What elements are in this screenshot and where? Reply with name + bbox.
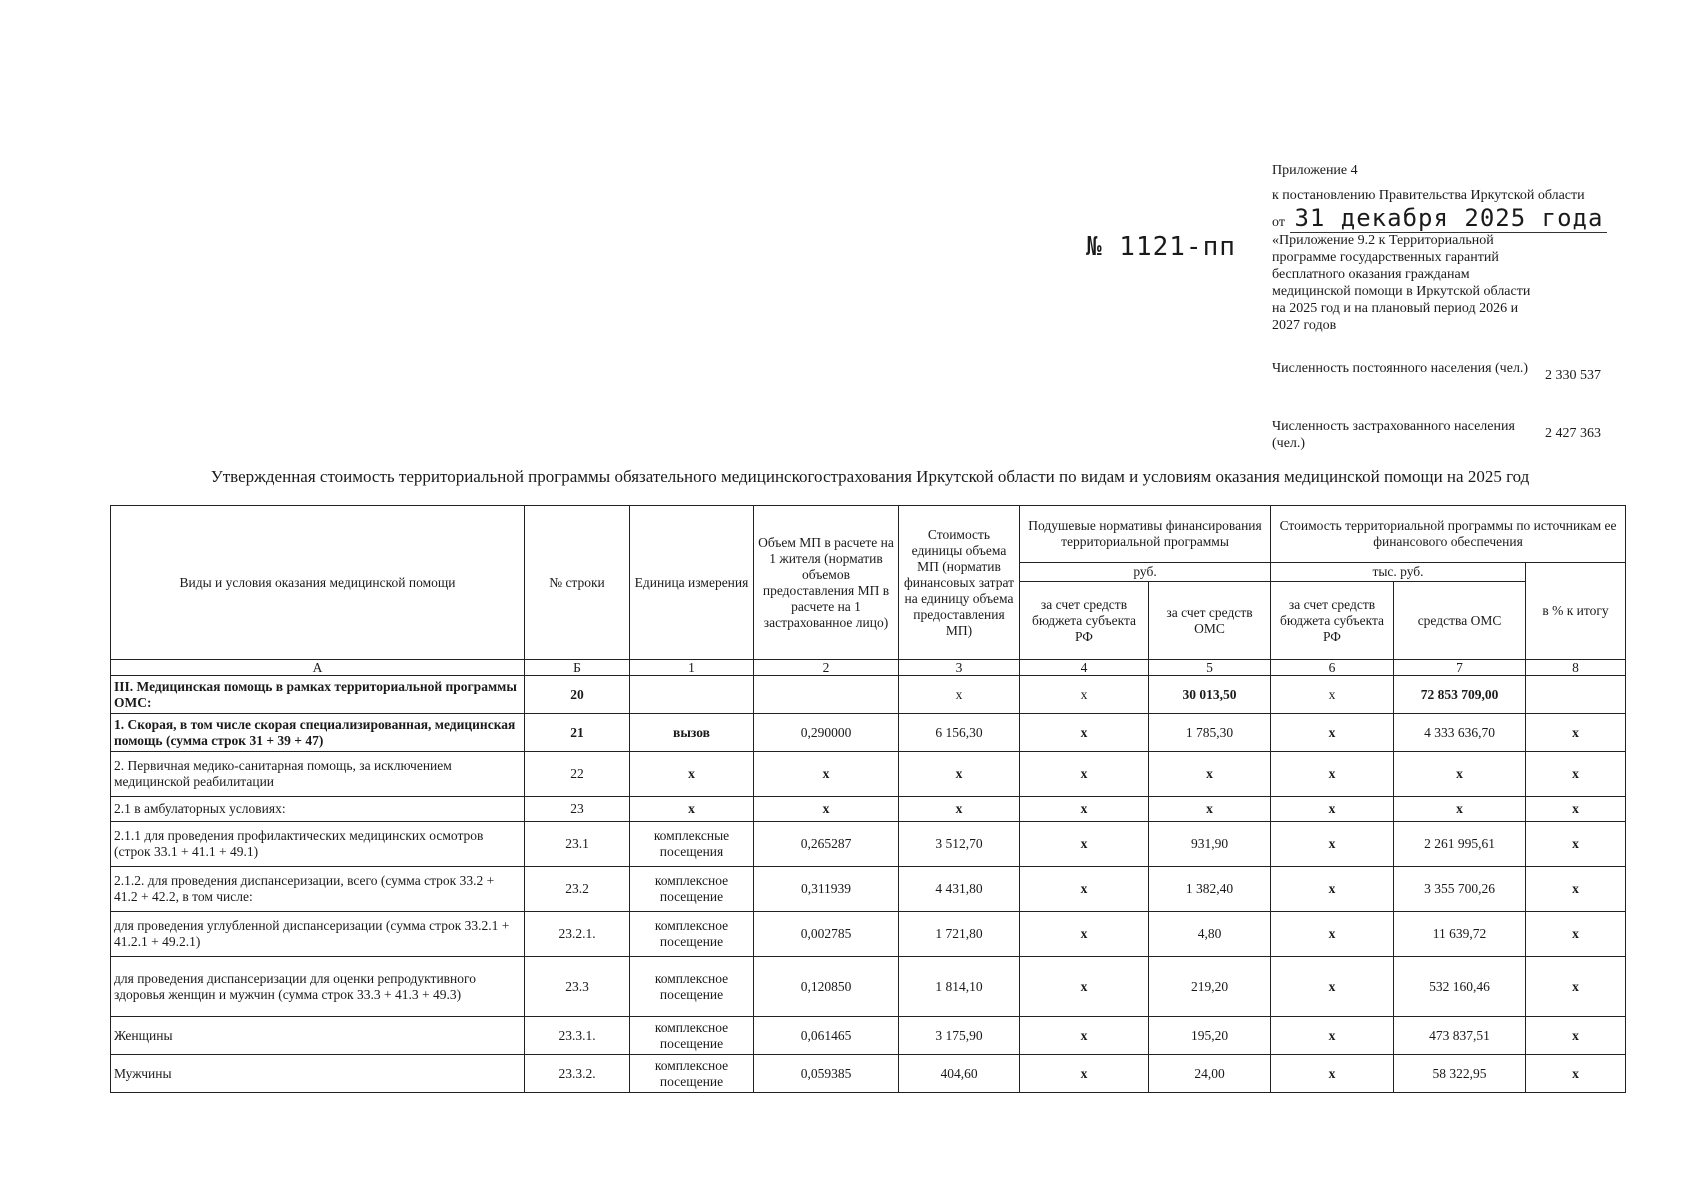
header-row-number: № строки (525, 506, 630, 660)
cell-name: III. Медицинская помощь в рамках территориальной программы ОМС: (111, 676, 525, 714)
appendix-description: «Приложение 9.2 к Территориальной программе государственных гарантий бесплатного оказания гражданам медицинской помощи в Иркутской области на 2025 год и на плановый период 2026 и 2027 годов (1272, 233, 1531, 333)
header-types: Виды и условия оказания медицинской помощи (111, 506, 525, 660)
header-rub: руб. (1020, 563, 1271, 582)
cell-row-number: 23.3.1. (525, 1017, 630, 1055)
decree-line: к постановлению Правительства Иркутской области (1272, 188, 1585, 203)
cell-volume: 0,311939 (754, 867, 899, 912)
cell-row-number: 23.3 (525, 957, 630, 1017)
table-row (111, 797, 1626, 822)
header-program-cost: Стоимость территориальной программы по источникам ее финансового обеспечения (1271, 506, 1626, 563)
cell-row-number: 23 (525, 797, 630, 822)
cell-budget-thousand: х (1271, 867, 1394, 912)
column-index: 7 (1394, 660, 1526, 676)
cell-name: для проведения диспансеризации для оценки репродуктивного здоровья женщин и мужчин (сумма строк 33.3 + 41.3 + 49.3) (111, 957, 525, 1017)
column-index: А (111, 660, 525, 676)
column-index: 5 (1149, 660, 1271, 676)
cell-name: Мужчины (111, 1055, 525, 1093)
cell-budget-rub: х (1020, 752, 1149, 797)
cell-budget-rub: х (1020, 1055, 1149, 1093)
cell-oms-thousand: 2 261 995,61 (1394, 822, 1526, 867)
cell-unit: комплексное посещение (630, 867, 754, 912)
cell-unit-cost: 1 721,80 (899, 912, 1020, 957)
cell-budget-thousand: х (1271, 797, 1394, 822)
cell-name: 2. Первичная медико-санитарная помощь, за исключением медицинской реабилитации (111, 752, 525, 797)
cell-name: 1. Скорая, в том числе скорая специализированная, медицинская помощь (сумма строк 31 + 39 + 47) (111, 714, 525, 752)
cell-row-number: 20 (525, 676, 630, 714)
cell-oms-thousand: 58 322,95 (1394, 1055, 1526, 1093)
cost-table (110, 505, 1626, 1093)
cell-unit: комплексное посещение (630, 1055, 754, 1093)
decree-reference (1272, 187, 1632, 233)
population-permanent-label: Численность постоянного населения (чел.) (1272, 361, 1529, 376)
header-volume: Объем МП в расчете на 1 жителя (норматив объемов предоставления МП в расчете на 1 застрахованное лицо) (754, 506, 899, 660)
table-row (111, 1017, 1626, 1055)
population-permanent-value: 2 330 537 (1545, 368, 1601, 383)
cell-oms-thousand: 4 333 636,70 (1394, 714, 1526, 752)
column-index: 1 (630, 660, 754, 676)
header-percent: в % к итогу (1526, 563, 1626, 660)
column-index: 2 (754, 660, 899, 676)
cell-oms-thousand: 473 837,51 (1394, 1017, 1526, 1055)
cell-unit-cost: 4 431,80 (899, 867, 1020, 912)
cell-percent (1526, 676, 1626, 714)
cell-row-number: 23.3.2. (525, 1055, 630, 1093)
cell-unit: х (630, 797, 754, 822)
cell-oms-rub: 1 382,40 (1149, 867, 1271, 912)
table-row (111, 822, 1626, 867)
table-row (111, 714, 1626, 752)
cell-volume: 0,265287 (754, 822, 899, 867)
header-oms-thousand: средства ОМС (1394, 582, 1526, 660)
cell-unit: х (630, 752, 754, 797)
cell-unit-cost: 3 175,90 (899, 1017, 1020, 1055)
cell-oms-thousand: 11 639,72 (1394, 912, 1526, 957)
cell-oms-rub: 4,80 (1149, 912, 1271, 957)
cell-row-number: 23.1 (525, 822, 630, 867)
cell-oms-rub: 24,00 (1149, 1055, 1271, 1093)
cell-budget-thousand: х (1271, 822, 1394, 867)
decree-number: № 1121-пп (1086, 232, 1236, 262)
cell-volume: 0,290000 (754, 714, 899, 752)
cell-volume: 0,061465 (754, 1017, 899, 1055)
cell-budget-thousand: х (1271, 752, 1394, 797)
cell-unit (630, 676, 754, 714)
cell-unit: комплексное посещение (630, 912, 754, 957)
header-budget-rub: за счет средств бюджета субъекта РФ (1020, 582, 1149, 660)
population-insured-label: Численность застрахованного населения (чел.) (1272, 419, 1515, 451)
column-index: 4 (1020, 660, 1149, 676)
cell-budget-rub: х (1020, 912, 1149, 957)
cell-budget-thousand: х (1271, 1055, 1394, 1093)
cell-budget-thousand: х (1271, 957, 1394, 1017)
cell-budget-rub: х (1020, 676, 1149, 714)
table-row (111, 752, 1626, 797)
cell-oms-rub: 219,20 (1149, 957, 1271, 1017)
cell-budget-rub: х (1020, 957, 1149, 1017)
population-insured-value: 2 427 363 (1545, 426, 1601, 441)
cell-volume: 0,059385 (754, 1055, 899, 1093)
cell-percent: х (1526, 714, 1626, 752)
cell-unit: комплексные посещения (630, 822, 754, 867)
cell-volume: х (754, 752, 899, 797)
column-index: 3 (899, 660, 1020, 676)
table-row (111, 1055, 1626, 1093)
column-index: 8 (1526, 660, 1626, 676)
cell-unit-cost: 6 156,30 (899, 714, 1020, 752)
cell-name: 2.1 в амбулаторных условиях: (111, 797, 525, 822)
cell-oms-rub: х (1149, 752, 1271, 797)
cell-unit-cost: 404,60 (899, 1055, 1020, 1093)
cell-budget-thousand: х (1271, 714, 1394, 752)
cell-unit: комплексное посещение (630, 957, 754, 1017)
cell-oms-thousand: 532 160,46 (1394, 957, 1526, 1017)
appendix-title: Приложение 4 (1272, 163, 1358, 178)
cell-oms-rub: 195,20 (1149, 1017, 1271, 1055)
cell-oms-rub: 931,90 (1149, 822, 1271, 867)
decree-date-prefix: от (1272, 215, 1285, 230)
cell-name: для проведения углубленной диспансеризации (сумма строк 33.2.1 + 41.2.1 + 49.2.1) (111, 912, 525, 957)
cell-oms-thousand: х (1394, 752, 1526, 797)
cell-oms-rub: х (1149, 797, 1271, 822)
cell-budget-rub: х (1020, 714, 1149, 752)
header-thousand-rub: тыс. руб. (1271, 563, 1526, 582)
cell-percent: х (1526, 1055, 1626, 1093)
cell-row-number: 23.2.1. (525, 912, 630, 957)
cell-unit: комплексное посещение (630, 1017, 754, 1055)
header-budget-thousand: за счет средств бюджета субъекта РФ (1271, 582, 1394, 660)
cell-row-number: 21 (525, 714, 630, 752)
cell-budget-thousand: х (1271, 676, 1394, 714)
header-unit-cost: Стоимость единицы объема МП (норматив финансовых затрат на единицу объема предоставления МП) (899, 506, 1020, 660)
cell-oms-rub: 1 785,30 (1149, 714, 1271, 752)
table-row (111, 912, 1626, 957)
cell-unit-cost: х (899, 676, 1020, 714)
column-index: Б (525, 660, 630, 676)
cell-name: Женщины (111, 1017, 525, 1055)
header-oms-rub: за счет средств ОМС (1149, 582, 1271, 660)
cell-name: 2.1.2. для проведения диспансеризации, всего (сумма строк 33.2 + 41.2 + 42.2, в том числе: (111, 867, 525, 912)
cell-volume: 0,002785 (754, 912, 899, 957)
cell-percent: х (1526, 957, 1626, 1017)
cell-volume: х (754, 797, 899, 822)
cell-percent: х (1526, 822, 1626, 867)
table-header (111, 506, 1626, 676)
cell-unit: вызов (630, 714, 754, 752)
cell-oms-thousand: х (1394, 797, 1526, 822)
cell-unit-cost: х (899, 797, 1020, 822)
column-index: 6 (1271, 660, 1394, 676)
cell-name: 2.1.1 для проведения профилактических медицинских осмотров (строк 33.1 + 41.1 + 49.1) (111, 822, 525, 867)
cell-volume: 0,120850 (754, 957, 899, 1017)
header-per-capita: Подушевые нормативы финансирования территориальной программы (1020, 506, 1271, 563)
cell-percent: х (1526, 867, 1626, 912)
cell-row-number: 23.2 (525, 867, 630, 912)
cell-unit-cost: х (899, 752, 1020, 797)
decree-date: 31 декабря 2025 года (1290, 204, 1607, 233)
cell-budget-thousand: х (1271, 1017, 1394, 1055)
cell-percent: х (1526, 752, 1626, 797)
cell-percent: х (1526, 912, 1626, 957)
cell-unit-cost: 1 814,10 (899, 957, 1020, 1017)
cell-budget-rub: х (1020, 822, 1149, 867)
table-row (111, 676, 1626, 714)
table-row (111, 867, 1626, 912)
cell-volume (754, 676, 899, 714)
cell-unit-cost: 3 512,70 (899, 822, 1020, 867)
table-body (111, 676, 1626, 1093)
cell-oms-thousand: 3 355 700,26 (1394, 867, 1526, 912)
cell-oms-thousand: 72 853 709,00 (1394, 676, 1526, 714)
cell-percent: х (1526, 1017, 1626, 1055)
cell-percent: х (1526, 797, 1626, 822)
column-index-row (111, 660, 1626, 676)
cell-oms-rub: 30 013,50 (1149, 676, 1271, 714)
document-title: Утвержденная стоимость территориальной программы обязательного медицинскогострахования Иркутской области по видам и условиям оказания медицинской помощи на 2025 год (210, 467, 1530, 486)
cell-budget-rub: х (1020, 797, 1149, 822)
cell-row-number: 22 (525, 752, 630, 797)
cell-budget-rub: х (1020, 1017, 1149, 1055)
cell-budget-rub: х (1020, 867, 1149, 912)
header-unit: Единица измерения (630, 506, 754, 660)
table-row (111, 957, 1626, 1017)
cell-budget-thousand: х (1271, 912, 1394, 957)
